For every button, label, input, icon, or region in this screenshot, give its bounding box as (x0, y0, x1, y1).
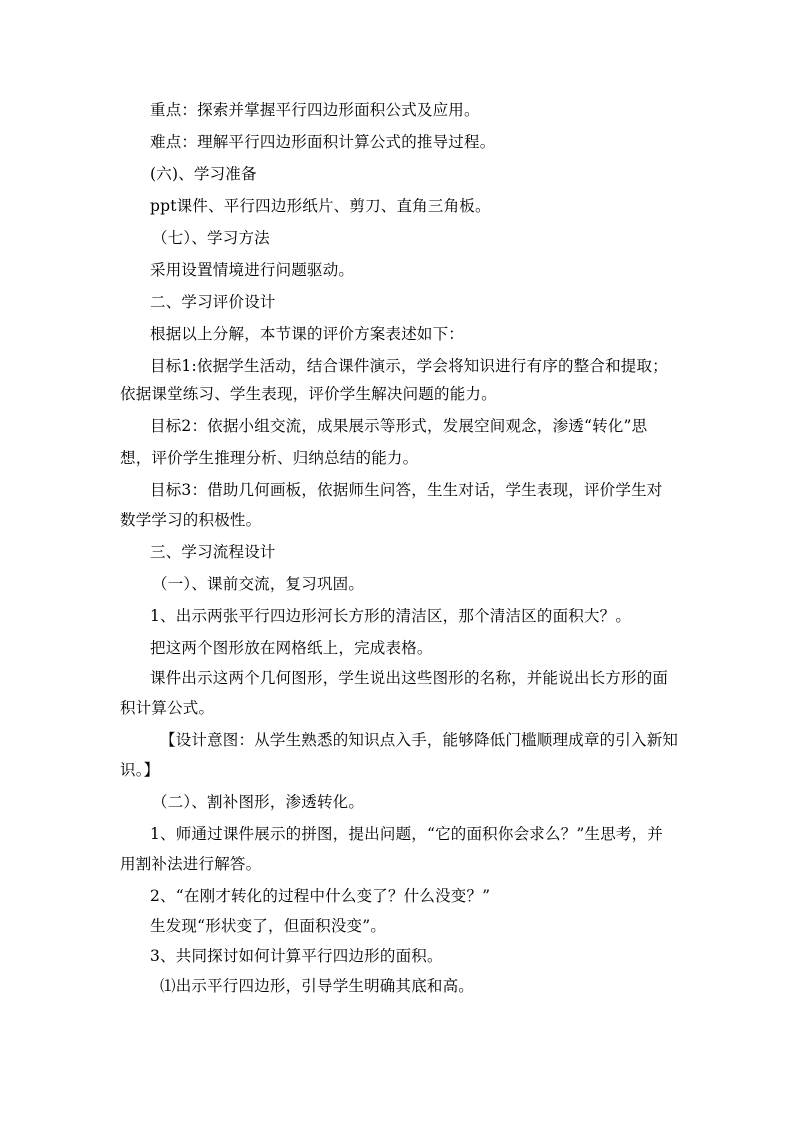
key-point-line: 重点：探索并掌握平行四边形面积公式及应用。 (150, 101, 480, 119)
goal-2-line-b: 想，评价学生推理分析、归纳总结的能力。 (120, 449, 419, 467)
step-1-item-1: 1、出示两张平行四边形河长方形的清洁区，那个清洁区的面积大？。 (150, 607, 632, 625)
preparation-materials-line: ppt课件、平行四边形纸片、剪刀、直角三角板。 (150, 197, 491, 215)
section-heading-evaluation: 二、学习评价设计 (150, 293, 276, 311)
step-2-item-1-b: 用割补法进行解答。 (120, 855, 262, 873)
goal-3-line-a: 目标3：借助几何画板，依据师生问答，生生对话，学生表现，评价学生对 (150, 481, 663, 499)
step-1-item-3-a: 课件出示这两个几何图形，学生说出这些图形的名称，并能说出长方形的面 (150, 669, 669, 687)
step-1-item-2: 把这两个图形放在网格纸上，完成表格。 (150, 639, 433, 657)
step-2-item-3: 3、共同探讨如何计算平行四边形的面积。 (150, 947, 443, 965)
step-2-item-1-a: 1、师通过课件展示的拼图，提出问题，“它的面积你会求么？”生思考，并 (150, 825, 664, 843)
section-heading-process: 三、学习流程设计 (150, 543, 276, 561)
step-2-heading: （二）、割补图形，渗透转化。 (152, 793, 365, 811)
goal-1-line-a: 目标1:依据学生活动，结合课件演示，学会将知识进行有序的整合和提取； (150, 357, 668, 375)
section-heading-preparation: (六)、学习准备 (150, 165, 257, 183)
step-1-heading: （一）、课前交流，复习巩固。 (152, 575, 365, 593)
step-2-item-2: 2、“在刚才转化的过程中什么变了？什么没变？” (150, 887, 491, 905)
goal-1-line-b: 依据课堂练习、学生表现，评价学生解决问题的能力。 (120, 385, 497, 403)
step-2-item-2-answer: 生发现“形状变了，但面积没变”。 (150, 917, 387, 935)
step-2-item-3-sub-1: ⑴出示平行四边形，引导学生明确其底和高。 (160, 977, 475, 995)
design-intent-line-b: 识。】 (120, 761, 160, 779)
section-heading-method: （七）、学习方法 (152, 229, 270, 247)
step-1-item-3-b: 积计算公式。 (120, 699, 215, 717)
method-line: 采用设置情境进行问题驱动。 (150, 261, 355, 279)
design-intent-line-a: 【设计意图：从学生熟悉的知识点入手，能够降低门槛顺理成章的引入新知 (160, 731, 679, 749)
difficulty-line: 难点：理解平行四边形面积计算公式的推导过程。 (150, 133, 496, 151)
evaluation-intro-line: 根据以上分解，本节课的评价方案表述如下： (150, 325, 465, 343)
goal-2-line-a: 目标2：依据小组交流，成果展示等形式，发展空间观念，渗透“转化”思 (150, 417, 648, 435)
goal-3-line-b: 数学学习的积极性。 (120, 511, 262, 529)
